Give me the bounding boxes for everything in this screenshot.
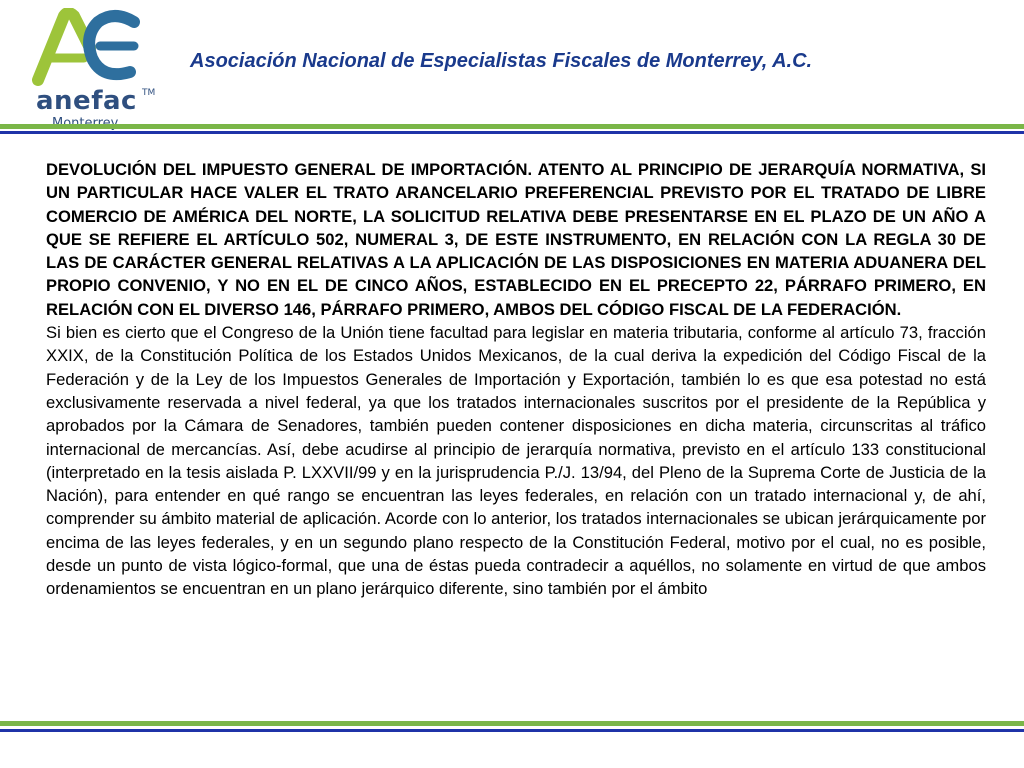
document-heading: DEVOLUCIÓN DEL IMPUESTO GENERAL DE IMPORTACIÓN. ATENTO AL PRINCIPIO DE JERARQUÍA NORMATIVA, SI UN PARTICULAR HACE VALER EL TRATO ARANCELARIO PREFERENCIAL PREVISTO POR EL TRATADO DE LIBRE COMERCIO DE AMÉRICA DEL NORTE, LA SOLICITUD RELATIVA DEBE PRESENTARSE EN EL PLAZO DE UN AÑO A QUE SE REFIERE EL ARTÍCULO 502, NUMERAL 3, DE ESTE INSTRUMENTO, EN RELACIÓN CON LA REGLA 30 DE LAS DE CARÁCTER GENERAL RELATIVAS A LA APLICACIÓN DE LAS DISPOSICIONES EN MATERIA ADUANERA DEL PROPIO CONVENIO, Y NO EN EL DE CINCO AÑOS, ESTABLECIDO EN EL PRECEPTO 22, PÁRRAFO PRIMERO, EN RELACIÓN CON EL DIVERSO 146, PÁRRAFO PRIMERO, AMBOS DEL CÓDIGO FISCAL DE LA FEDERACIÓN. [46,160,986,319]
document-content [46,158,986,601]
logo-wordmark: anefac [36,86,137,116]
header-divider-blue [0,131,1024,134]
logo-trademark: TM [142,88,156,98]
document-body: Si bien es cierto que el Congreso de la Unión tiene facultad para legislar en materia tributaria, conforme al artículo 73, fracción XXIX, de la Constitución Política de los Estados Unidos Mexicanos, de la cual deriva la expedición del Código Fiscal de la Federación y de la Ley de los Impuestos Generales de Importación y Exportación, también lo es que esa potestad no está exclusivamente reservada a nivel federal, ya que los tratados internacionales suscritos por el presidente de la República y aprobados por la Cámara de Senadores, también pueden contener disposiciones en dicha materia, circunscritas al tráfico internacional de mercancías. Así, debe acudirse al principio de jerarquía normativa, previsto en el artículo 133 constitucional (interpretado en la tesis aislada P. LXXVII/99 y en la jurisprudencia P./J. 13/94, del Pleno de la Suprema Corte de Justicia de la Nación), para entender en qué rango se encuentran las leyes federales, en relación con un tratado internacional y, de ahí, comprender su ámbito material de aplicación. Acorde con lo anterior, los tratados internacionales se ubican jerárquicamente por encima de las leyes federales, y en un segundo plano respecto de la Constitución Federal, motivo por el cual, no es posible, desde un punto de vista lógico-formal, que una de éstas pueda contradecir a aquéllos, no solamente en virtud de que ambos ordenamientos se encuentran en un plano jerárquico diferente, sino también por el ámbito [46,323,986,599]
header-divider-green [0,124,1024,129]
anefac-logo [30,8,156,128]
ae-monogram-icon [30,8,150,88]
footer-divider-green [0,721,1024,726]
footer-divider-blue [0,729,1024,732]
page-title: Asociación Nacional de Especialistas Fiscales de Monterrey, A.C. [190,50,813,72]
